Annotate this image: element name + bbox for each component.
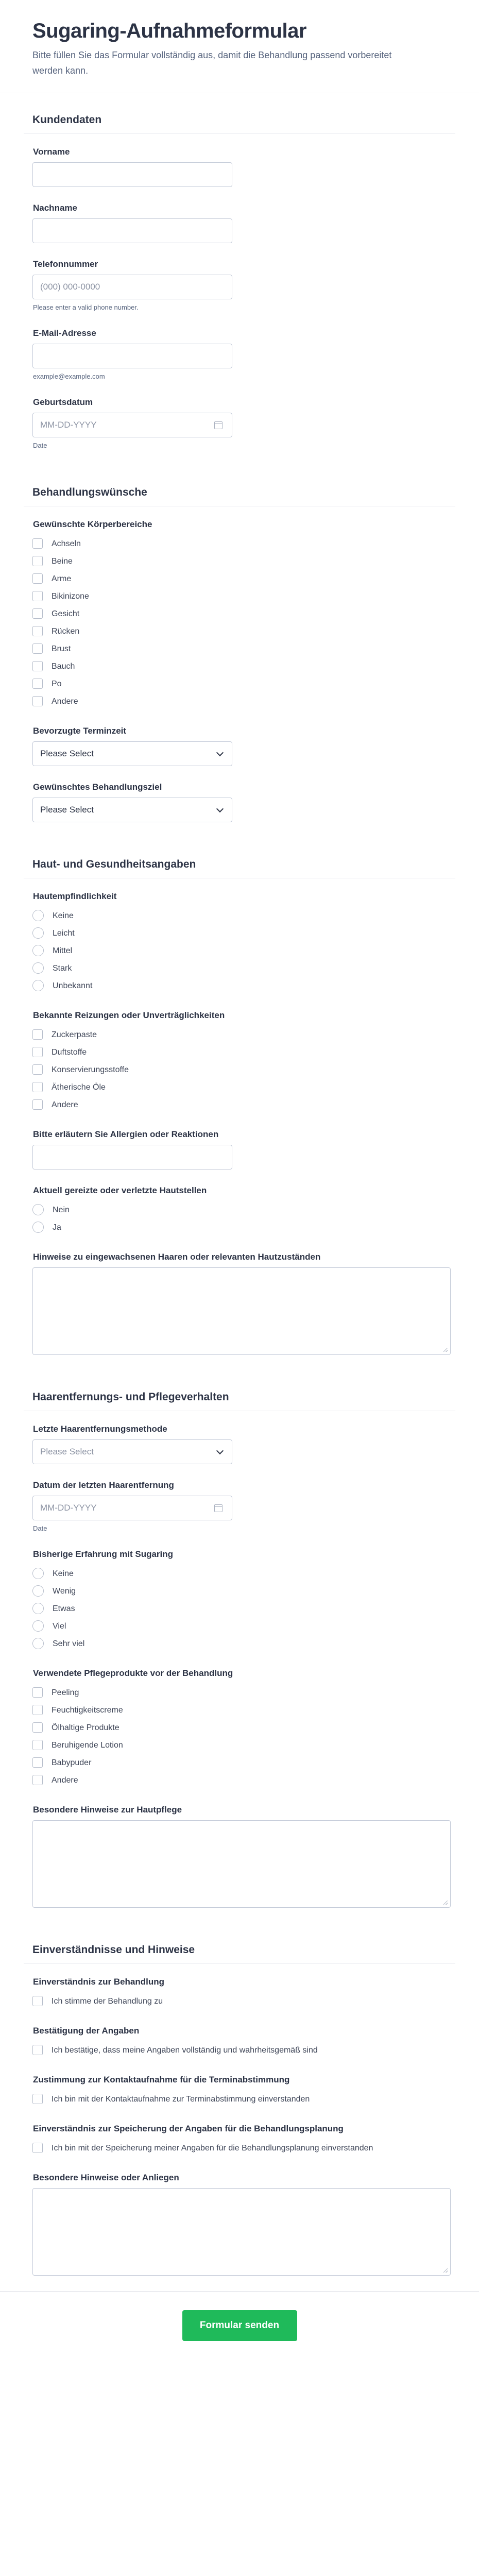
checkbox[interactable] bbox=[32, 2143, 43, 2153]
checkbox[interactable] bbox=[32, 1722, 43, 1733]
form-header bbox=[0, 0, 479, 93]
checkbox[interactable] bbox=[32, 608, 43, 619]
ziel-label: Gewünschtes Behandlungsziel bbox=[33, 782, 162, 792]
section-heading-einverstaendnis: Einverständnisse und Hinweise bbox=[32, 1944, 195, 1956]
section-heading-kundendaten: Kundendaten bbox=[32, 114, 102, 126]
checkbox-option[interactable] bbox=[32, 640, 479, 657]
speicherung-label: Einverständnis zur Speicherung der Angaben für die Behandlungsplanung bbox=[33, 2124, 344, 2133]
radio-option[interactable] bbox=[32, 1565, 479, 1582]
option-label: Andere bbox=[52, 1776, 78, 1785]
checkbox[interactable] bbox=[32, 679, 43, 689]
resize-handle-icon[interactable] bbox=[443, 1901, 448, 1905]
option-label: Ich bin mit der Speicherung meiner Angaben für die Behandlungsplanung einverstanden bbox=[52, 2144, 373, 2153]
option-label: Andere bbox=[52, 697, 78, 706]
checkbox[interactable] bbox=[32, 661, 43, 671]
bestaetigung-label: Bestätigung der Angaben bbox=[33, 2026, 140, 2036]
chevron-down-icon bbox=[216, 805, 224, 812]
hautpflege-field bbox=[32, 1804, 479, 1908]
submit-button[interactable]: Formular senden bbox=[182, 2310, 297, 2341]
radio[interactable] bbox=[32, 1620, 44, 1632]
radio[interactable] bbox=[32, 1638, 44, 1649]
geburtsdatum-hint: Date bbox=[33, 442, 47, 449]
checkbox[interactable] bbox=[32, 1775, 43, 1785]
email-hint: example@example.com bbox=[33, 372, 105, 380]
bestaetigung-field bbox=[32, 2025, 479, 2059]
checkbox-option[interactable] bbox=[32, 2139, 479, 2157]
option-label: Sehr viel bbox=[53, 1639, 85, 1648]
erfahrung-field bbox=[32, 1549, 479, 1652]
checkbox[interactable] bbox=[32, 1064, 43, 1075]
checkbox-option[interactable] bbox=[32, 1771, 479, 1789]
option-label: Bauch bbox=[52, 662, 75, 671]
vorname-field bbox=[32, 146, 479, 187]
speicherung-field bbox=[32, 2123, 479, 2157]
form-subtitle: Bitte füllen Sie das Formular vollständig aus, damit die Behandlung passend vorbereitet werden kann. bbox=[32, 50, 392, 76]
methode-field bbox=[32, 1423, 479, 1464]
form-footer bbox=[0, 2291, 479, 2364]
nachname-label: Nachname bbox=[33, 203, 77, 213]
checkbox-option[interactable] bbox=[32, 1992, 479, 2010]
checkbox-option[interactable] bbox=[32, 1026, 479, 1043]
resize-handle-icon[interactable] bbox=[443, 2268, 448, 2273]
checkbox-option[interactable] bbox=[32, 552, 479, 570]
hautpflege-textarea[interactable] bbox=[32, 1820, 451, 1908]
option-label: Gesicht bbox=[52, 609, 80, 618]
checkbox[interactable] bbox=[32, 2045, 43, 2055]
radio-option[interactable] bbox=[32, 924, 479, 942]
terminzeit-label: Bevorzugte Terminzeit bbox=[33, 726, 127, 736]
vorname-label: Vorname bbox=[33, 147, 70, 157]
section-heading-haut: Haut- und Gesundheitsangaben bbox=[32, 858, 196, 870]
checkbox-option[interactable] bbox=[32, 570, 479, 587]
checkbox[interactable] bbox=[32, 1099, 43, 1110]
vorname-input[interactable] bbox=[32, 162, 232, 187]
option-label: Leicht bbox=[53, 929, 75, 938]
geburtsdatum-placeholder: MM-DD-YYYY bbox=[40, 420, 97, 430]
checkbox[interactable] bbox=[32, 1029, 43, 1040]
option-label: Feuchtigkeitscreme bbox=[52, 1706, 123, 1715]
option-label: Andere bbox=[52, 1100, 78, 1109]
hautpflege-label: Besondere Hinweise zur Hautpflege bbox=[33, 1805, 182, 1815]
koerperbereiche-label: Gewünschte Körperbereiche bbox=[33, 519, 152, 529]
anliegen-field bbox=[32, 2172, 479, 2276]
radio-option[interactable] bbox=[32, 959, 479, 977]
checkbox-option[interactable] bbox=[32, 1736, 479, 1754]
option-label: Stark bbox=[53, 964, 72, 973]
radio[interactable] bbox=[32, 927, 44, 939]
section-pflege bbox=[0, 1411, 479, 1908]
methode-select[interactable] bbox=[32, 1439, 232, 1464]
option-label: Mittel bbox=[53, 946, 73, 955]
checkbox-option[interactable] bbox=[32, 1078, 479, 1096]
option-label: Achseln bbox=[52, 539, 81, 548]
option-label: Rücken bbox=[52, 627, 80, 636]
section-einverstaendnis bbox=[0, 1964, 479, 2276]
form-title: Sugaring-Aufnahmeformular bbox=[32, 20, 306, 42]
checkbox-option[interactable] bbox=[32, 1701, 479, 1719]
checkbox-option[interactable] bbox=[32, 1754, 479, 1771]
checkbox[interactable] bbox=[32, 696, 43, 706]
radio[interactable] bbox=[32, 1204, 44, 1215]
methode-label: Letzte Haarentfernungsmethode bbox=[33, 1424, 167, 1434]
allergien-label: Bitte erläutern Sie Allergien oder Reaktionen bbox=[33, 1129, 219, 1139]
radio[interactable] bbox=[32, 962, 44, 974]
checkbox-option[interactable] bbox=[32, 2041, 479, 2059]
calendar-icon[interactable] bbox=[214, 421, 223, 429]
hautstellen-field bbox=[32, 1185, 479, 1236]
telefon-label: Telefonnummer bbox=[33, 259, 98, 269]
option-label: Ja bbox=[53, 1223, 61, 1232]
kontakt-label: Zustimmung zur Kontaktaufnahme für die Terminabstimmung bbox=[33, 2075, 290, 2084]
email-field bbox=[32, 328, 479, 381]
option-label: Nein bbox=[53, 1206, 70, 1214]
koerperbereiche-field bbox=[32, 519, 479, 710]
option-label: Unbekannt bbox=[53, 981, 93, 990]
ziel-select[interactable] bbox=[32, 798, 232, 822]
checkbox-option[interactable] bbox=[32, 1684, 479, 1701]
option-label: Keine bbox=[53, 911, 74, 920]
option-label: Etwas bbox=[53, 1604, 75, 1613]
checkbox-option[interactable] bbox=[32, 605, 479, 622]
datum-hint: Date bbox=[33, 1524, 47, 1532]
radio[interactable] bbox=[32, 1222, 44, 1233]
behandlung-consent-field bbox=[32, 1976, 479, 2010]
datum-placeholder: MM-DD-YYYY bbox=[40, 1503, 97, 1513]
checkbox-option[interactable] bbox=[32, 622, 479, 640]
nachname-input[interactable] bbox=[32, 218, 232, 243]
datum-label: Datum der letzten Haarentfernung bbox=[33, 1480, 174, 1490]
email-input[interactable] bbox=[32, 344, 232, 368]
section-heading-pflege: Haarentfernungs- und Pflegeverhalten bbox=[32, 1391, 229, 1403]
radio-option[interactable] bbox=[32, 1582, 479, 1600]
radio-option[interactable] bbox=[32, 977, 479, 994]
kontakt-field bbox=[32, 2074, 479, 2108]
radio[interactable] bbox=[32, 910, 44, 921]
option-label: Ölhaltige Produkte bbox=[52, 1723, 119, 1732]
telefon-input[interactable] bbox=[32, 275, 232, 299]
hautempfindlichkeit-field bbox=[32, 891, 479, 994]
checkbox-option[interactable] bbox=[32, 1043, 479, 1061]
select-value: Please Select bbox=[40, 1447, 94, 1456]
nachname-field bbox=[32, 202, 479, 243]
hinweise-field bbox=[32, 1251, 479, 1355]
geburtsdatum-label: Geburtsdatum bbox=[33, 397, 93, 407]
option-label: Keine bbox=[53, 1569, 74, 1578]
datum-field bbox=[32, 1480, 479, 1533]
checkbox[interactable] bbox=[32, 1757, 43, 1768]
allergien-field bbox=[32, 1129, 479, 1170]
checkbox-option[interactable] bbox=[32, 587, 479, 605]
section-haut bbox=[0, 878, 479, 1355]
checkbox[interactable] bbox=[32, 538, 43, 549]
option-label: Ätherische Öle bbox=[52, 1083, 106, 1092]
radio-option[interactable] bbox=[32, 1218, 479, 1236]
hautempfindlichkeit-label: Hautempfindlichkeit bbox=[33, 891, 117, 901]
option-label: Brust bbox=[52, 645, 71, 653]
radio[interactable] bbox=[32, 945, 44, 956]
checkbox[interactable] bbox=[32, 556, 43, 566]
geburtsdatum-field bbox=[32, 397, 479, 450]
hautstellen-label: Aktuell gereizte oder verletzte Hautstellen bbox=[33, 1185, 207, 1195]
terminzeit-field bbox=[32, 725, 479, 766]
allergien-input[interactable] bbox=[32, 1145, 232, 1170]
option-label: Wenig bbox=[53, 1587, 76, 1596]
option-label: Zuckerpaste bbox=[52, 1030, 97, 1039]
checkbox[interactable] bbox=[32, 626, 43, 636]
option-label: Arme bbox=[52, 574, 72, 583]
checkbox-option[interactable] bbox=[32, 1096, 479, 1113]
option-label: Ich bestätige, dass meine Angaben vollständig und wahrheitsgemäß sind bbox=[52, 2046, 318, 2055]
checkbox[interactable] bbox=[32, 573, 43, 584]
produkte-label: Verwendete Pflegeprodukte vor der Behandlung bbox=[33, 1668, 233, 1678]
checkbox[interactable] bbox=[32, 1082, 43, 1092]
option-label: Viel bbox=[53, 1622, 66, 1631]
radio-option[interactable] bbox=[32, 942, 479, 959]
radio[interactable] bbox=[32, 1585, 44, 1597]
radio[interactable] bbox=[32, 980, 44, 991]
option-label: Beine bbox=[52, 557, 73, 566]
select-value: Please Select bbox=[40, 749, 94, 758]
section-behandlung bbox=[0, 506, 479, 822]
checkbox-option[interactable] bbox=[32, 675, 479, 692]
anliegen-label: Besondere Hinweise oder Anliegen bbox=[33, 2173, 179, 2182]
hinweise-textarea[interactable] bbox=[32, 1267, 451, 1355]
radio[interactable] bbox=[32, 1568, 44, 1579]
option-label: Po bbox=[52, 680, 62, 688]
option-label: Konservierungsstoffe bbox=[52, 1065, 129, 1074]
radio-option[interactable] bbox=[32, 907, 479, 924]
option-label: Bikinizone bbox=[52, 592, 89, 601]
checkbox-option[interactable] bbox=[32, 692, 479, 710]
datum-input[interactable] bbox=[32, 1496, 232, 1520]
chevron-down-icon bbox=[216, 1447, 224, 1454]
telefon-placeholder: (000) 000-0000 bbox=[40, 282, 100, 292]
reizungen-field bbox=[32, 1010, 479, 1113]
ziel-field bbox=[32, 782, 479, 822]
checkbox-option[interactable] bbox=[32, 1719, 479, 1736]
hinweise-label: Hinweise zu eingewachsenen Haaren oder relevanten Hautzuständen bbox=[33, 1252, 321, 1262]
telefon-hint: Please enter a valid phone number. bbox=[33, 303, 139, 311]
section-kundendaten bbox=[0, 134, 479, 450]
checkbox-option[interactable] bbox=[32, 2090, 479, 2108]
checkbox-option[interactable] bbox=[32, 1061, 479, 1078]
reizungen-label: Bekannte Reizungen oder Unverträglichkeiten bbox=[33, 1010, 225, 1020]
resize-handle-icon[interactable] bbox=[443, 1348, 448, 1352]
option-label: Babypuder bbox=[52, 1758, 92, 1767]
checkbox[interactable] bbox=[32, 1705, 43, 1715]
checkbox[interactable] bbox=[32, 1687, 43, 1698]
chevron-down-icon bbox=[216, 749, 224, 756]
checkbox-option[interactable] bbox=[32, 535, 479, 552]
checkbox[interactable] bbox=[32, 591, 43, 601]
option-label: Ich stimme der Behandlung zu bbox=[52, 1997, 163, 2006]
checkbox[interactable] bbox=[32, 1047, 43, 1057]
checkbox[interactable] bbox=[32, 1996, 43, 2006]
checkbox[interactable] bbox=[32, 2094, 43, 2104]
select-value: Please Select bbox=[40, 805, 94, 815]
produkte-field bbox=[32, 1668, 479, 1789]
radio-option[interactable] bbox=[32, 1617, 479, 1635]
behandlung-consent-label: Einverständnis zur Behandlung bbox=[33, 1977, 165, 1987]
anliegen-textarea[interactable] bbox=[32, 2188, 451, 2276]
option-label: Peeling bbox=[52, 1688, 79, 1697]
email-label: E-Mail-Adresse bbox=[33, 328, 96, 338]
option-label: Beruhigende Lotion bbox=[52, 1741, 123, 1750]
checkbox[interactable] bbox=[32, 1740, 43, 1750]
radio[interactable] bbox=[32, 1603, 44, 1614]
checkbox[interactable] bbox=[32, 643, 43, 654]
radio-option[interactable] bbox=[32, 1201, 479, 1218]
checkbox-option[interactable] bbox=[32, 657, 479, 675]
option-label: Duftstoffe bbox=[52, 1048, 87, 1057]
calendar-icon[interactable] bbox=[214, 1504, 223, 1512]
option-label: Ich bin mit der Kontaktaufnahme zur Terminabstimmung einverstanden bbox=[52, 2095, 310, 2104]
radio-option[interactable] bbox=[32, 1635, 479, 1652]
terminzeit-select[interactable] bbox=[32, 741, 232, 766]
radio-option[interactable] bbox=[32, 1600, 479, 1617]
geburtsdatum-input[interactable] bbox=[32, 413, 232, 437]
erfahrung-label: Bisherige Erfahrung mit Sugaring bbox=[33, 1549, 174, 1559]
telefon-field bbox=[32, 259, 479, 312]
section-heading-behandlung: Behandlungswünsche bbox=[32, 486, 147, 498]
